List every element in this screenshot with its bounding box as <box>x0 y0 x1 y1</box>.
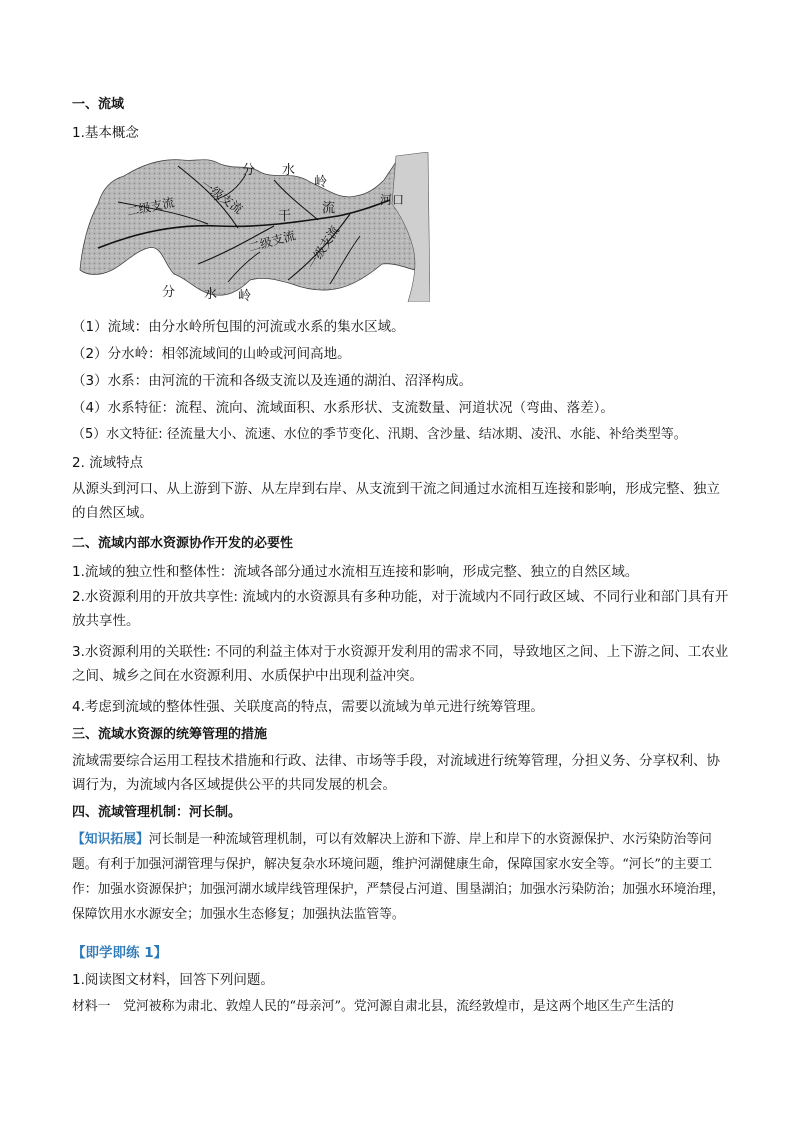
list-item-water-system: （3）水系：由河流的干流和各级支流以及连通的湖泊、沼泽构成。 <box>72 373 473 389</box>
list-item-divide: （2）分水岭：相邻流域间的山岭或河间高地。 <box>72 346 351 362</box>
watershed-diagram <box>78 152 430 302</box>
subheading-basic-concept: 1.基本概念 <box>72 125 139 141</box>
paragraph-watershed-features: 从源头到河口、从上游到下游、从左岸到右岸、从支流到干流之间通过水流相互连接和影响，形成完整、独立的自然区域。 <box>72 481 720 521</box>
label-level2-left: 二级支流 <box>125 195 176 219</box>
list-item-watershed: （1）流域：由分水岭所包围的河流或水系的集水区域。 <box>72 319 405 335</box>
practice-tag: 【即学即练 1】 <box>72 945 168 961</box>
heading-measures: 三、流域水资源的统筹管理的措施 <box>72 727 268 742</box>
heading-watershed: 一、流域 <box>72 97 125 112</box>
list-item-independence: 1.流域的独立性和整体性：流域各部分通过水流相互连接和影响，形成完整、独立的自然区域。 <box>72 564 639 580</box>
label-divide-top-3: 岭 <box>314 175 328 190</box>
list-item-hydrologic-features: （5）水文特征: 径流量大小、流速、水位的季节变化、汛期、含沙量、结冰期、凌汛、水能、补给类型等。 <box>72 427 687 442</box>
paragraph-measures: 流域需要综合运用工程技术措施和行政、法律、市场等手段，对流域进行统筹管理，分担义务、分享权利、协调行为，为流域内各区域提供公平的共同发展的机会。 <box>72 753 720 793</box>
label-level2-bottom: 二级支流 <box>246 228 297 255</box>
label-river-mouth: 河口 <box>380 193 405 207</box>
label-divide-bottom-2: 水 <box>204 287 218 302</box>
label-divide-top-2: 水 <box>282 163 296 178</box>
label-main-2: 流 <box>322 201 336 216</box>
subheading-watershed-features: 2. 流域特点 <box>72 455 144 471</box>
list-item-management: 4.考虑到流域的整体性强、关联度高的特点，需要以流域为单元进行统筹管理。 <box>72 699 544 715</box>
list-item-system-features: （4）水系特征：流程、流向、流域面积、水系形状、支流数量、河道状况（弯曲、落差）。 <box>72 400 614 416</box>
list-item-correlation: 3.水资源利用的关联性: 不同的利益主体对于水资源开发利用的需求不同，导致地区之间、上下游之间、工农业之间、城乡之间在水资源利用、水质保护中出现利益冲突。 <box>72 644 729 684</box>
list-item-openness: 2.水资源利用的开放共享性: 流域内的水资源具有多种功能，对于流域内不同行政区域、不同行业和部门具有开放共享性。 <box>72 589 729 629</box>
label-level1-bottom: 一级支流 <box>304 223 342 272</box>
practice-question-1: 1.阅读图文材料，回答下列问题。 <box>72 972 274 988</box>
practice-material-1: 材料一 党河被称为肃北、敦煌人民的“母亲河”。党河源自肃北县，流经敦煌市，是这两个地区生产生活的 <box>72 999 674 1014</box>
label-divide-top-1: 分 <box>242 163 256 178</box>
label-level1-top: 一级支流 <box>198 177 246 217</box>
label-divide-bottom-1: 分 <box>162 285 176 300</box>
label-main-1: 干 <box>278 209 292 224</box>
knowledge-expand-text: 河长制是一种流域管理机制，可以有效解决上游和下游、岸上和岸下的水资源保护、水污染防治等问题。有利于加强河湖管理与保护，解决复杂水环境问题，维护河湖健康生命，保障国家水安全等。“河长”的主要工作：加强水资源保护；加强河湖水域岸线管理保护，严禁侵占河道、围垦湖泊；加强水污染防治；加强水环境治理，保障饮用水水源安全；加强水生态修复；加强执法监管等。 <box>72 832 725 922</box>
knowledge-expand-tag: 【知识拓展】 <box>72 832 149 847</box>
label-divide-bottom-3: 岭 <box>238 289 252 302</box>
heading-mechanism: 四、流域管理机制：河长制。 <box>72 805 242 820</box>
knowledge-expand-block <box>72 827 732 927</box>
heading-necessity: 二、流域内部水资源协作开发的必要性 <box>72 536 294 551</box>
